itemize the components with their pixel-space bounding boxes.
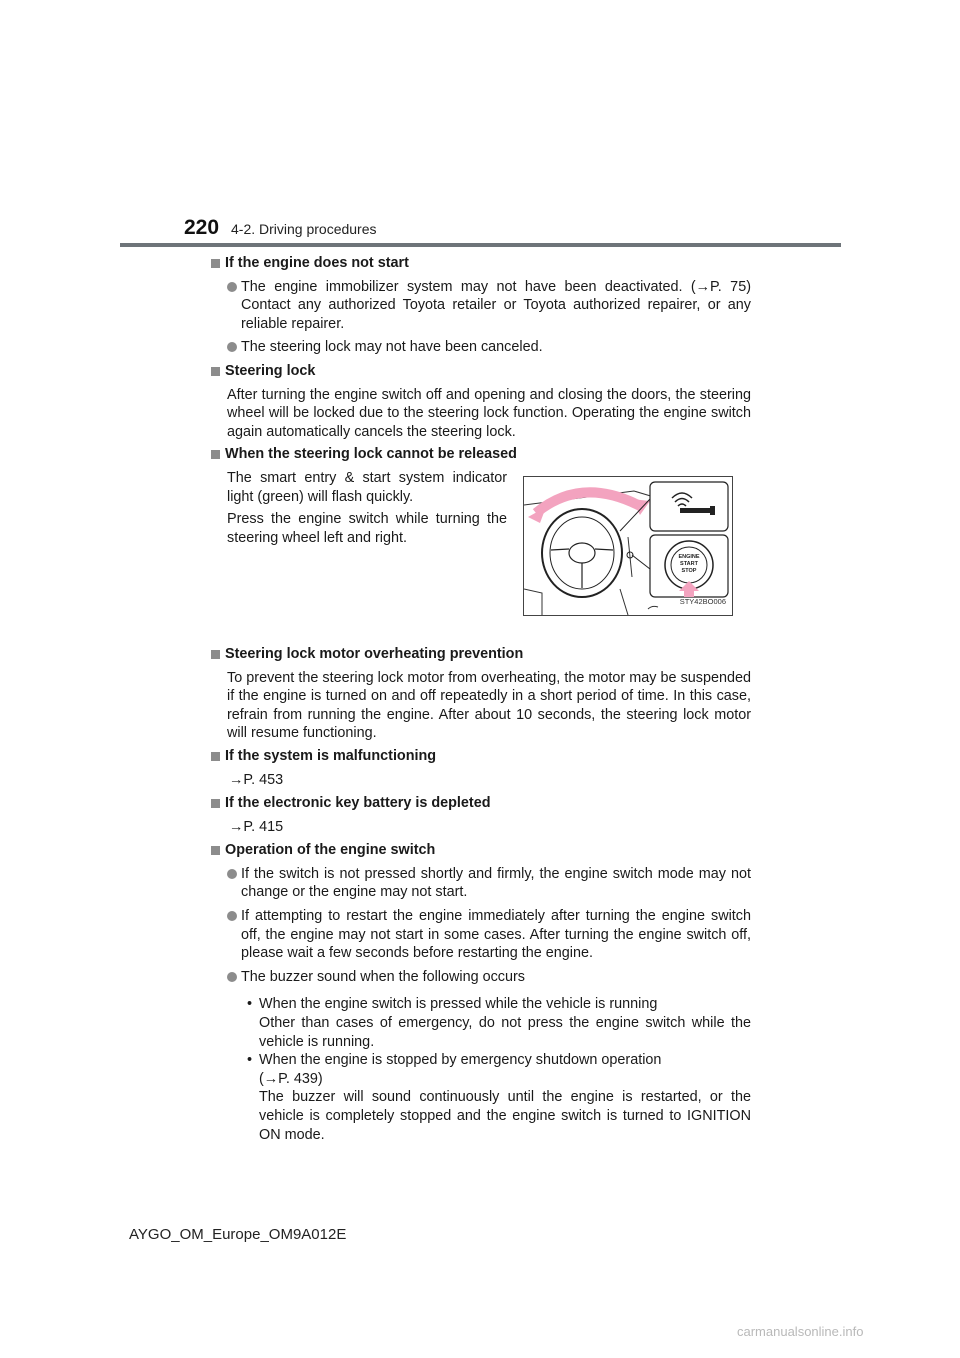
heading-engine-switch-operation: Operation of the engine switch [211,841,751,860]
sub-list-item: • When the engine is stopped by emergency shutdown operation (→P. 439) The buzzer will sound continuously until the engine is restarted, or the vehicle is completely stopped and the engine switch is turned to IGNITION ON mode. [247,1052,751,1143]
circle-bullet-icon [227,342,237,352]
steering-lock-text: After turning the engine switch off and opening and closing the doors, the steering wheel will be locked due to the steering lock function. Operating the engine switch again automatically cancels the steering lock. [227,386,751,440]
heading-battery-depleted: If the electronic key battery is depleted [211,794,751,813]
heading-overheating: Steering lock motor overheating prevention [211,645,751,664]
cannot-release-text [227,469,507,551]
heading-cannot-release: When the steering lock cannot be released [211,445,751,464]
list-item: The engine immobilizer system may not have been deactivated. (→P. 75) Contact any authorized Toyota retailer or Toyota authorized repairer, or any reliable repairer. [227,278,751,334]
sub-list-item: • When the engine switch is pressed while the vehicle is running Other than cases of emergency, do not press the engine switch while the vehicle is running. [247,996,751,1050]
header-divider [120,243,841,247]
heading-steering-lock: Steering lock [211,362,751,381]
section-title: 4-2. Driving procedures [231,221,377,237]
square-bullet-icon [211,799,220,808]
list-item: The buzzer sound when the following occurs [227,968,751,987]
indicator-text: The smart entry & start system indicator light (green) will flash quickly. [227,469,507,505]
heading-malfunction: If the system is malfunctioning [211,747,751,766]
steering-wheel-illustration [523,476,733,616]
square-bullet-icon [211,450,220,459]
malfunction-page-ref[interactable]: →P. 453 [229,771,284,788]
stop-label: STOP [681,567,697,574]
engine-label: ENGINE [678,553,700,560]
circle-bullet-icon [227,972,237,982]
document-code: AYGO_OM_Europe_OM9A012E [129,1226,347,1243]
battery-page-ref[interactable]: →P. 415 [229,818,284,835]
heading-engine-not-start: If the engine does not start [211,254,751,273]
overheating-text: To prevent the steering lock motor from overheating, the motor may be suspended if the engine is turned on and off repeatedly in a short period of time. In this case, refrain from running the engine. After about 10 seconds, the steering lock motor will resume functioning. [227,669,751,742]
page-content [211,254,751,1144]
cannot-release-block [211,469,751,635]
square-bullet-icon [211,367,220,376]
square-bullet-icon [211,752,220,761]
list-item: If attempting to restart the engine immediately after turning the engine switch off, the engine may not start in some cases. After turning the engine switch off, please wait a few seconds before restarting the engine. [227,907,751,963]
list-item: If the switch is not pressed shortly and firmly, the engine switch mode may not change or the engine may not start. [227,865,751,902]
list-item: The steering lock may not have been canceled. [227,338,751,357]
press-switch-text: Press the engine switch while turning the steering wheel left and right. [227,511,507,546]
square-bullet-icon [211,846,220,855]
watermark: carmanualsonline.info [737,1324,864,1339]
square-bullet-icon [211,650,220,659]
start-label: START [680,560,698,567]
figure-code: STY42BO006 [679,597,726,607]
circle-bullet-icon [227,282,237,292]
circle-bullet-icon [227,911,237,921]
square-bullet-icon [211,259,220,268]
circle-bullet-icon [227,869,237,879]
page-number: 220 [184,216,220,239]
